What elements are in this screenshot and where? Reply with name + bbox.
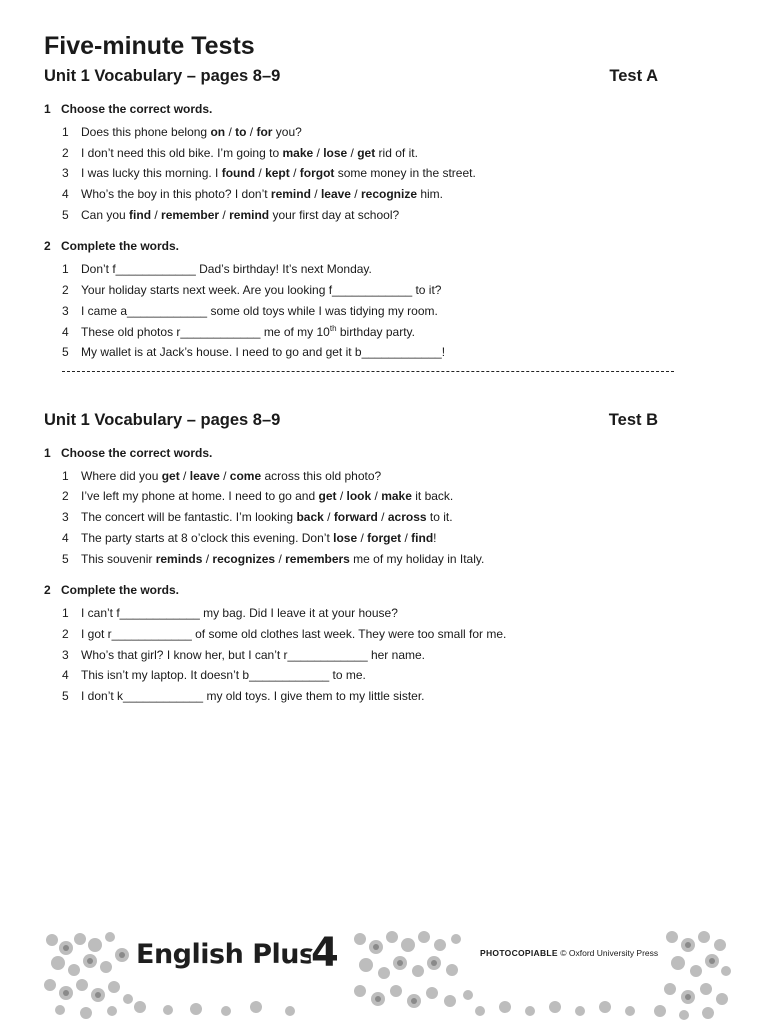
exercise-instruction: Complete the words. [61, 239, 180, 253]
word-option[interactable]: lose [333, 531, 358, 545]
exercise-heading [44, 446, 212, 460]
item-text: This souvenir [81, 552, 156, 566]
question-item [62, 345, 445, 359]
word-option[interactable]: recognize [360, 187, 417, 201]
item-number: 2 [62, 489, 69, 503]
word-option[interactable]: for [256, 125, 273, 139]
item-text: The concert will be fantastic. I’m looking [81, 510, 297, 524]
word-option[interactable]: get [161, 469, 180, 483]
exercise-number: 1 [44, 446, 51, 460]
item-number: 2 [62, 283, 69, 297]
copyright-notice [478, 948, 660, 958]
option-separator: / [275, 552, 286, 566]
word-option[interactable]: back [296, 510, 324, 524]
word-option[interactable]: kept [265, 166, 290, 180]
word-option[interactable]: reminds [155, 552, 203, 566]
level-number: 4 [311, 930, 339, 976]
word-option[interactable]: remind [270, 187, 311, 201]
question-item [62, 627, 506, 641]
test-label: Test B [608, 411, 658, 429]
item-text: I can’t f____________ my bag. Did I leave it at your house? [81, 606, 398, 620]
option-separator: / [336, 489, 347, 503]
item-number: 1 [62, 262, 69, 276]
item-text: Don’t f____________ Dad’s birthday! It’s next Monday. [81, 262, 372, 276]
word-option[interactable]: forgot [299, 166, 335, 180]
item-number: 3 [62, 166, 69, 180]
option-separator: / [401, 531, 412, 545]
word-option[interactable]: come [229, 469, 262, 483]
copyright-text: © Oxford University Press [560, 948, 659, 958]
item-text: I was lucky this morning. I [81, 166, 222, 180]
item-number: 4 [62, 187, 69, 201]
word-option[interactable]: forward [333, 510, 378, 524]
item-text: Who’s that girl? I know her, but I can’t r____________ her name. [81, 648, 425, 662]
exercise-instruction: Choose the correct words. [61, 446, 213, 460]
option-separator: / [377, 510, 388, 524]
test-label: Test A [609, 67, 658, 85]
option-separator: / [357, 531, 368, 545]
word-option[interactable]: get [357, 146, 376, 160]
item-number: 1 [62, 606, 69, 620]
exercise-number: 2 [44, 583, 51, 597]
exercise-heading [44, 583, 179, 597]
item-text: I don’t need this old bike. I’m going to [81, 146, 283, 160]
item-text: rid of it. [375, 146, 418, 160]
item-number: 2 [62, 627, 69, 641]
option-separator: / [323, 510, 334, 524]
question-item [62, 146, 418, 160]
word-option[interactable]: remember [161, 208, 220, 222]
item-number: 3 [62, 510, 69, 524]
item-text: it back. [411, 489, 454, 503]
item-text: to it. [426, 510, 453, 524]
option-separator: / [225, 125, 236, 139]
question-item [62, 469, 381, 483]
photocopiable-label: PHOTOCOPIABLE [480, 948, 558, 958]
question-item [62, 489, 453, 503]
item-number: 2 [62, 146, 69, 160]
item-number: 5 [62, 552, 69, 566]
word-option[interactable]: find [411, 531, 434, 545]
question-item [62, 510, 453, 524]
question-item [62, 208, 399, 222]
english-plus-logo: English Plus [136, 939, 315, 970]
exercise-instruction: Complete the words. [61, 583, 180, 597]
word-option[interactable]: across [387, 510, 427, 524]
question-item [62, 166, 476, 180]
item-text: birthday party. [336, 325, 415, 339]
item-number: 1 [62, 125, 69, 139]
word-option[interactable]: get [318, 489, 337, 503]
word-option[interactable]: make [381, 489, 412, 503]
option-separator: / [255, 166, 266, 180]
item-text: Who’s the boy in this photo? I don’t [81, 187, 271, 201]
question-item [62, 648, 425, 662]
exercise-number: 1 [44, 102, 51, 116]
footer-band [0, 915, 768, 1024]
option-separator: / [289, 166, 300, 180]
page-title: Five-minute Tests [44, 32, 255, 60]
option-separator: / [151, 208, 162, 222]
item-text: These old photos r____________ me of my 10 [81, 325, 330, 339]
item-text: me of my holiday in Italy. [349, 552, 485, 566]
question-item [62, 531, 437, 545]
item-number: 1 [62, 469, 69, 483]
item-text: Can you [81, 208, 130, 222]
item-text: ! [433, 531, 437, 545]
option-separator: / [179, 469, 190, 483]
item-text: him. [417, 187, 444, 201]
option-separator: / [202, 552, 213, 566]
decorative-pattern [0, 915, 768, 1024]
question-item [62, 262, 372, 276]
test-b-header [44, 411, 658, 430]
word-option[interactable]: forget [367, 531, 402, 545]
exercise-number: 2 [44, 239, 51, 253]
item-text: I came a____________ some old toys while I was tidying my room. [81, 304, 438, 318]
superscript: th [329, 324, 337, 333]
question-item [62, 283, 441, 297]
item-number: 5 [62, 345, 69, 359]
item-text: This isn’t my laptop. It doesn’t b____________ to me. [81, 668, 366, 682]
question-item [62, 606, 398, 620]
question-item [62, 325, 415, 339]
option-separator: / [350, 187, 361, 201]
word-option[interactable]: find [129, 208, 152, 222]
item-text: My wallet is at Jack’s house. I need to go and get it b____________! [81, 345, 446, 359]
word-option[interactable]: to [235, 125, 247, 139]
item-text: I’ve left my phone at home. I need to go and [81, 489, 319, 503]
word-option[interactable]: lose [323, 146, 348, 160]
item-text: your first day at school? [269, 208, 400, 222]
item-number: 5 [62, 208, 69, 222]
exercise-heading [44, 239, 179, 253]
item-text: across this old photo? [261, 469, 382, 483]
exercise-heading [44, 102, 212, 116]
question-item [62, 552, 484, 566]
question-item [62, 187, 443, 201]
word-option[interactable]: leave [189, 469, 220, 483]
exercise-instruction: Choose the correct words. [61, 102, 213, 116]
question-item [62, 304, 438, 318]
item-number: 4 [62, 668, 69, 682]
item-number: 4 [62, 325, 69, 339]
item-text: Where did you [81, 469, 162, 483]
item-number: 4 [62, 531, 69, 545]
item-number: 5 [62, 689, 69, 703]
question-item [62, 689, 425, 703]
word-option[interactable]: remembers [285, 552, 350, 566]
option-separator: / [313, 146, 324, 160]
test-heading: Unit 1 Vocabulary – pages 8–9 [44, 67, 281, 85]
word-option[interactable]: make [282, 146, 314, 160]
option-separator: / [246, 125, 257, 139]
option-separator: / [219, 208, 230, 222]
item-text: The party starts at 8 o’clock this evening. Don’t [81, 531, 334, 545]
word-option[interactable]: remind [229, 208, 270, 222]
word-option[interactable]: look [346, 489, 372, 503]
item-text: I don’t k____________ my old toys. I give them to my little sister. [81, 689, 425, 703]
item-text: you? [272, 125, 302, 139]
option-separator: / [371, 489, 382, 503]
item-text: I got r____________ of some old clothes last week. They were too small for me. [81, 627, 507, 641]
test-a-header [44, 67, 658, 86]
option-separator: / [310, 187, 321, 201]
item-number: 3 [62, 648, 69, 662]
item-text: Your holiday starts next week. Are you looking f____________ to it? [81, 283, 442, 297]
word-option[interactable]: found [221, 166, 256, 180]
option-separator: / [347, 146, 358, 160]
option-separator: / [219, 469, 230, 483]
word-option[interactable]: on [210, 125, 226, 139]
item-text: Does this phone belong [81, 125, 211, 139]
item-number: 3 [62, 304, 69, 318]
item-text: some money in the street. [334, 166, 476, 180]
question-item [62, 668, 366, 682]
word-option[interactable]: leave [320, 187, 351, 201]
cut-line [62, 371, 674, 372]
word-option[interactable]: recognizes [212, 552, 276, 566]
question-item [62, 125, 302, 139]
test-heading: Unit 1 Vocabulary – pages 8–9 [44, 411, 281, 429]
